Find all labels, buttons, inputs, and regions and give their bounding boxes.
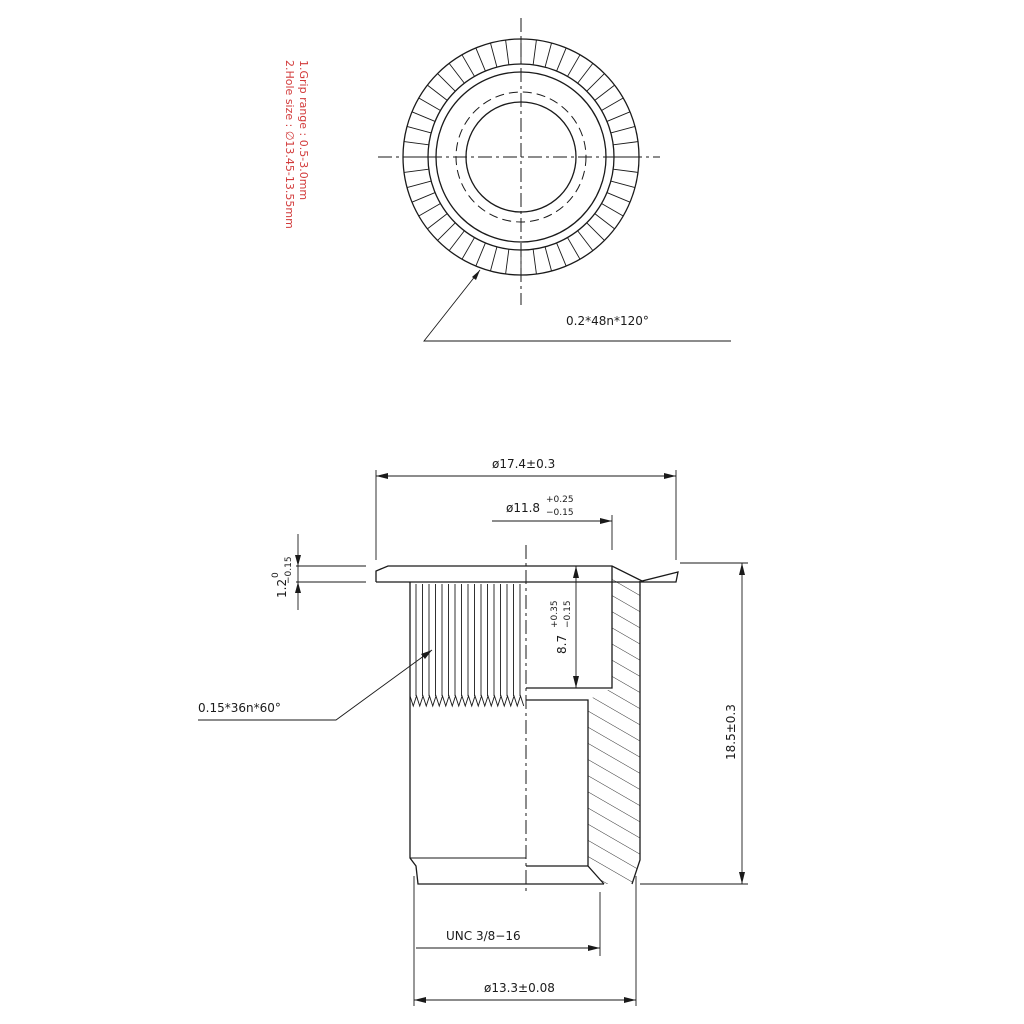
notes	[283, 60, 310, 229]
knurl-tooth	[595, 214, 615, 229]
overall-length-label: 18.5±0.3	[724, 704, 738, 760]
top-knurl-leader	[424, 270, 731, 341]
side-knurl-lines	[416, 584, 520, 696]
knurl-tooth	[462, 238, 475, 260]
knurl-tooth	[419, 98, 441, 111]
knurl-tooth	[595, 85, 615, 100]
counterbore-depth-tol-lower: −0.15	[563, 600, 573, 628]
arrowhead	[573, 676, 579, 688]
knurl-zigzag	[410, 696, 524, 706]
knurl-tooth	[587, 223, 605, 241]
knurl-tooth	[578, 63, 593, 83]
knurl-tooth	[602, 204, 624, 217]
knurl-tooth	[438, 74, 456, 92]
knurl-tooth	[557, 48, 567, 71]
arrowhead	[573, 566, 579, 578]
counterbore-diameter-label: ø11.8	[506, 501, 541, 515]
knurl-tooth	[412, 112, 435, 122]
arrowhead	[376, 473, 388, 479]
knurl-tooth	[533, 40, 536, 65]
knurl-tooth	[427, 85, 447, 100]
side-knurl-callout: 0.15*36n*60°	[198, 701, 281, 715]
knurl-tooth	[438, 223, 456, 241]
grip-range-note: 1.Grip range : 0.5-3.0mm	[297, 60, 310, 201]
knurl-tooth	[545, 43, 551, 67]
knurl-tooth	[412, 193, 435, 203]
thread-label: UNC 3/8−16	[446, 929, 521, 943]
knurl-tooth	[427, 214, 447, 229]
arrowhead	[588, 945, 600, 951]
knurl-tooth	[607, 193, 630, 203]
top-view	[378, 18, 731, 341]
knurl-tooth	[557, 243, 567, 266]
knurl-tooth	[404, 142, 429, 145]
body-diameter-label: ø13.3±0.08	[484, 981, 555, 995]
flange-diameter-label: ø17.4±0.3	[492, 457, 556, 471]
knurl-tooth	[476, 243, 486, 266]
knurl-tooth	[568, 55, 581, 77]
top-knurl-callout: 0.2*48n*120°	[566, 314, 649, 328]
counterbore-tol-upper: +0.25	[546, 495, 574, 505]
knurl-tooth	[449, 63, 464, 83]
flange-thickness-tol-upper: 0	[271, 572, 281, 578]
counterbore-tol-lower: −0.15	[546, 508, 574, 518]
knurl-tooth	[611, 126, 635, 132]
knurl-tooth	[407, 181, 431, 187]
section-hatch	[588, 566, 640, 884]
knurl-tooth	[613, 169, 638, 172]
flange-thickness-label: 1.2	[275, 578, 289, 598]
flange-thickness-tol-lower: −0.15	[284, 556, 294, 584]
knurl-tooth	[404, 169, 429, 172]
knurl-tooth	[611, 181, 635, 187]
knurl-tooth	[506, 40, 509, 65]
knurl-tooth	[545, 247, 551, 271]
knurl-tooth	[490, 43, 496, 67]
arrowhead	[664, 473, 676, 479]
arrowhead	[624, 997, 636, 1003]
knurl-tooth	[419, 204, 441, 217]
knurl-tooth	[476, 48, 486, 71]
knurl-tooth	[602, 98, 624, 111]
knurl-tooth	[490, 247, 496, 271]
arrowhead	[739, 563, 745, 575]
hole-size-note: 2.Hole size : ∅13.45-13.55mm	[283, 60, 296, 229]
counterbore-depth-tol-upper: +0.35	[550, 600, 560, 628]
knurl-tooth	[449, 231, 464, 251]
arrowhead	[295, 582, 301, 593]
knurl-tooth	[506, 249, 509, 274]
arrowhead	[414, 997, 426, 1003]
knurl-tooth	[407, 126, 431, 132]
arrowhead	[600, 518, 612, 524]
side-view	[198, 457, 748, 1006]
knurl-tooth	[462, 55, 475, 77]
knurl-tooth	[568, 238, 581, 260]
counterbore-depth-label: 8.7	[555, 634, 569, 654]
arrowhead	[295, 555, 301, 566]
knurl-tooth	[587, 74, 605, 92]
knurl-tooth	[578, 231, 593, 251]
arrowhead	[739, 872, 745, 884]
knurl-tooth	[533, 249, 536, 274]
knurl-tooth	[607, 112, 630, 122]
knurl-tooth	[613, 142, 638, 145]
